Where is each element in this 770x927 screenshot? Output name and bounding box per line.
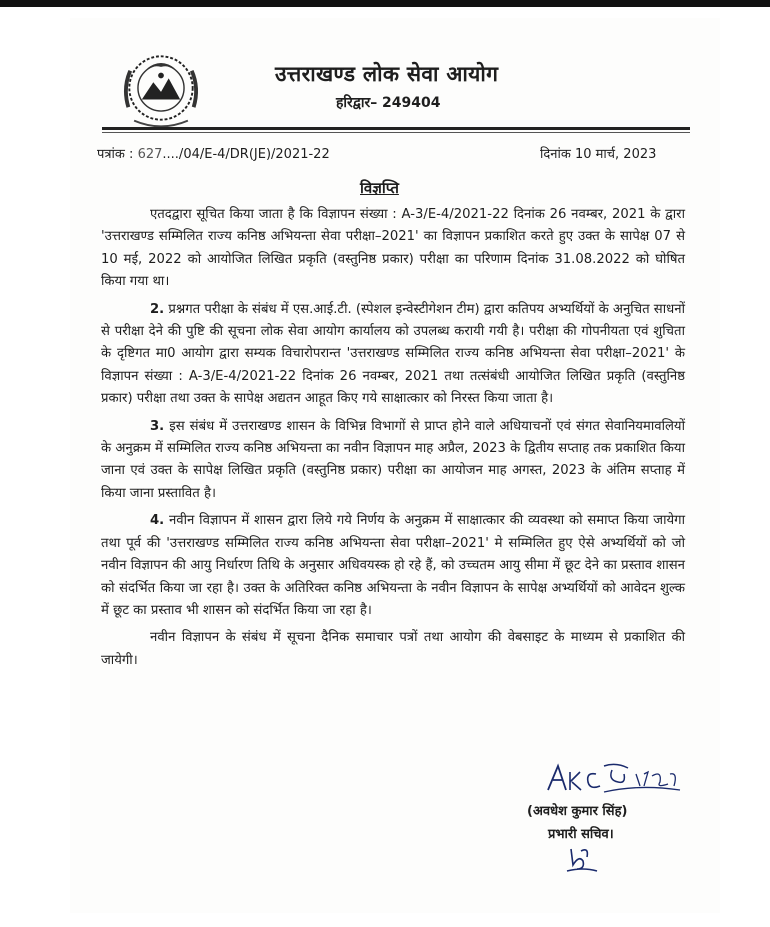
notice-title: विज्ञप्ति [360, 179, 399, 197]
paragraph-3-number: 3. [150, 418, 165, 434]
paragraph-1: एतदद्वारा सूचित किया जाता है कि विज्ञापन संख्या : A-3/E-4/2021-22 दिनांक 26 नवम्बर, 2021 के द्वारा 'उत्तराखण्ड सम्मिलित राज्य कनिष्ठ अभियन्ता सेवा परीक्षा–2021' का विज्ञापन प्रकाशित करते हुए उक्त के सापेक्ष 07 से 10 मई, 2022 को आयोजित लिखित प्रकृति (वस्तुनिष्ठ प्रकार) परीक्षा का परिणाम दिनांक 31.08.2022 को घोषित किया गया था। [101, 207, 685, 290]
header-divider-thin [102, 132, 690, 133]
notice-body [101, 204, 685, 677]
paragraph-2-number: 2. [150, 301, 165, 317]
paragraph-3 [101, 416, 685, 506]
top-dark-bar [0, 0, 770, 7]
initials-mark [565, 845, 599, 875]
paragraph-2-text: प्रश्नगत परीक्षा के संबंध में एस.आई.टी. (स्पेशल इन्वेस्टीगेशन टीम) द्वारा कतिपय अभ्यर्थियों के अनुचित साधनों से परीक्षा देने की पुष्टि की सूचना लोक सेवा आयोग कार्यालय को उपलब्ध करायी गयी है। परीक्षा की गोपनीयता एवं शुचिता के दृष्टिगत मा0 आयोग द्वारा सम्यक विचारोपरान्त 'उत्तराखण्ड सम्मिलित राज्य कनिष्ठ अभियन्ता सेवा परीक्षा–2021' के विज्ञापन संख्या : A-3/E-4/2021-22 दिनांक 26 नवम्बर, 2021 तथा तत्संबंधी आयोजित लिखित प्रकृति (वस्तुनिष्ठ प्रकार) परीक्षा तथा उक्त के सापेक्ष अद्यतन आहूत किए गये साक्षात्कार को निरस्त किया जाता है। [101, 301, 685, 407]
paragraph-2 [101, 299, 685, 411]
signatory-name: (अवधेश कुमार सिंह) [527, 804, 628, 819]
reference-number: 627 [137, 147, 163, 162]
reference-prefix: पत्रांक : [97, 147, 134, 162]
signatory-designation: प्रभारी सचिव। [548, 827, 614, 842]
paragraph-4 [101, 510, 685, 622]
paragraph-3-text: इस संबंध में उत्तराखण्ड शासन के विभिन्न विभागों से प्राप्त होने वाले अधियाचनों एवं संगत सेवानियमावलियों के अनुक्रम में सम्मिलित राज्य कनिष्ठ अभियन्ता का नवीन विज्ञापन माह अप्रैल, 2023 के द्वितीय सप्ताह तक प्रकाशित किया जाना एवं उक्त के सापेक्ष लिखित प्रकृति (वस्तुनिष्ठ प्रकार) परीक्षा का आयोजन माह अगस्त, 2023 के अंतिम सप्ताह में किया जाना प्रस्तावित है। [101, 418, 685, 501]
organization-address: हरिद्वार– 249404 [336, 95, 441, 111]
reference-suffix: ..../04/E-4/DR(JE)/2021-22 [162, 147, 330, 162]
letter-date: दिनांक 10 मार्च, 2023 [540, 147, 657, 162]
header-divider [102, 127, 690, 130]
commission-emblem-icon [113, 40, 209, 136]
handwritten-signature [544, 760, 684, 798]
reference-line [97, 144, 330, 162]
paragraph-5: नवीन विज्ञापन के संबंध में सूचना दैनिक समाचार पत्रों तथा आयोग की वेबसाइट के माध्यम से प्रकाशित की जायेगी। [101, 630, 685, 668]
paragraph-4-text: नवीन विज्ञापन में शासन द्वारा लिये गये निर्णय के अनुक्रम में साक्षात्कार की व्यवस्था को समाप्त किया जायेगा तथा पूर्व की 'उत्तराखण्ड सम्मिलित राज्य कनिष्ठ अभियन्ता सेवा परीक्षा–2021' मे सम्मिलित हुए ऐसे अभ्यर्थियों को जो नवीन विज्ञापन की आयु निर्धारण तिथि के अनुसार अधिवयस्क हो रहे हैं, को उच्चतम आयु सीमा में छूट देने का प्रस्ताव शासन को संदर्भित किया जा रहा है। उक्त के अतिरिक्त कनिष्ठ अभियन्ता के नवीन विज्ञापन के सापेक्ष अभ्यर्थियों को आवेदन शुल्क में छूट का प्रस्ताव भी शासन को संदर्भित किया जा रहा है। [101, 513, 685, 618]
paragraph-4-number: 4. [150, 513, 165, 529]
organization-name: उत्तराखण्ड लोक सेवा आयोग [275, 62, 499, 86]
